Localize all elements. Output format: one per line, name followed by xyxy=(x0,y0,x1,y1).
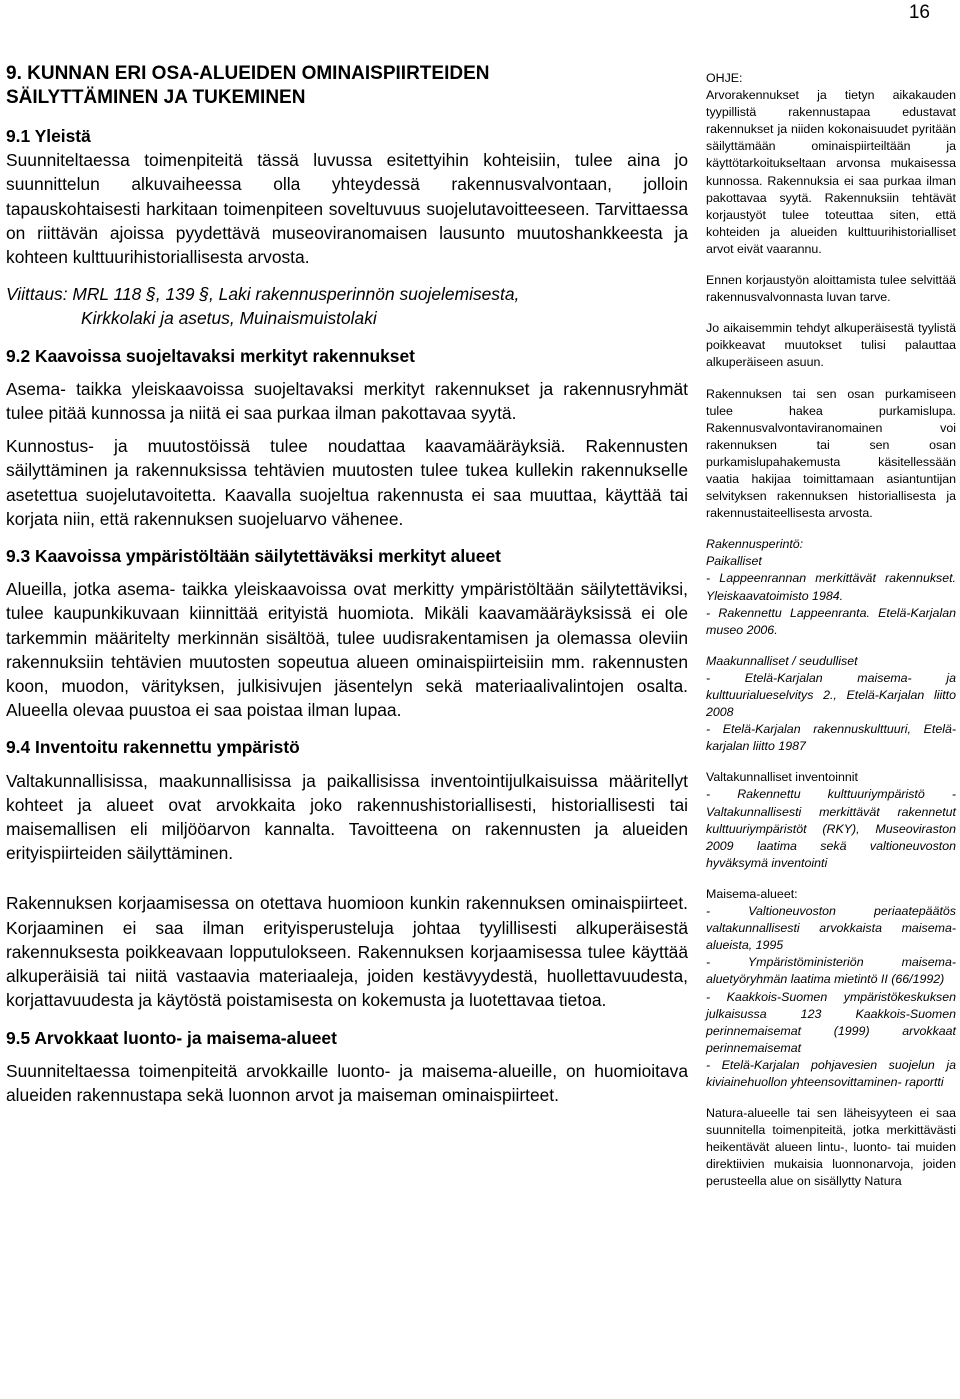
reference-item: - Etelä-Karjalan maisema- ja kulttuurialueselvitys 2., Etelä-Karjalan liitto 2008 xyxy=(706,670,956,720)
paragraph: Kunnostus- ja muutostöissä tulee noudattaa kaavamääräyksiä. Rakennusten säilyttäminen ja rakennuksissa tehtävien muutosten tulee tukea kullekin rakennukselle asetettua suojelutavoitetta. Kaavalla suojeltua rakennusta ei saa muuttaa, käyttää tai korjata niin, että rakennuksen suojeluarvo vähenee. xyxy=(6,436,688,529)
note: Rakennuksen tai sen osan purkamiseen tulee hakea purkamislupa. Rakennusvalvontaviranomainen voi rakennuksen tai sen osan purkamislupahakemusta käsitellessään vaatia hakijaa toimittamaan asiantuntijan selvityksen rakennuksen historiallisesta ja rakennustaiteellisesta arvosta. xyxy=(706,386,956,521)
reference-group-valtakunnalliset xyxy=(706,769,956,872)
section-heading-9-1: 9.1 Yleistä xyxy=(6,126,91,146)
reference-line: Viittaus: MRL 118 §, 139 §, Laki rakennusperinnön suojelemisesta, xyxy=(6,284,520,305)
reference-item: - Kaakkois-Suomen ympäristökeskuksen julkaisussa 123 Kaakkois-Suomen perinnemaisemat (1999) arvokkaat perinnemaisemat xyxy=(706,989,956,1055)
reference-line: Kirkkolaki ja asetus, Muinaismuistolaki xyxy=(81,308,377,329)
note: Jo aikaisemmin tehdyt alkuperäisestä tyylistä poikkeavat muutokset tulisi palauttaa alkuperäiseen asuun. xyxy=(706,321,956,370)
reference-group-title: Rakennusperintö: xyxy=(706,537,804,552)
reference-group-title: Maisema-alueet: xyxy=(706,886,798,901)
paragraph: Valtakunnallisissa, maakunnallisissa ja paikallisissa inventointijulkaisuissa määritellyt kohteet ja alueet ovat arvokkaita joko rakennushistoriallisesti, historiallisesti tai maisemallisen eli miljööarvon kannalta. Tavoitteena on rakennusten ja alueiden erityispiirteiden säilyttäminen. xyxy=(6,770,688,864)
reference-item: - Etelä-Karjalan pohjavesien suojelun ja kiviainehuollon yhteensovittaminen- raportti xyxy=(706,1057,956,1089)
reference-item: - Valtioneuvoston periaatepäätös valtakunnallisesti arvokkaista maisema-alueista, 1995 xyxy=(706,904,956,953)
natura-note: Natura-alueelle tai sen läheisyyteen ei saa suunnitella toimenpiteitä, jotka merkittävästi heikentävät alueen lintu-, luonto- tai muiden direktiivien mukaisia luonnonarvoja, joiden perusteella alue on sisällytty Natura xyxy=(706,1106,956,1189)
paragraph: Asema- taikka yleiskaavoissa suojeltavaksi merkityt rakennukset ja rakennusryhmät tulee pitää kunnossa ja niitä ei saa purkaa ilman pakottavaa syytä. xyxy=(6,378,688,424)
reference-item: - Rakennettu Lappeenranta. Etelä-Karjalan museo 2006. xyxy=(706,605,956,637)
reference-item: - Lappeenrannan merkittävät rakennukset. Yleiskaavatoimisto 1984. xyxy=(706,571,956,603)
paragraph: Alueilla, jotka asema- taikka yleiskaavoissa ovat merkitty ympäristöltään säilytettäviksi, tulee kaupunkikuvaan kiinnittää erityistä huomiota. Mikäli kaavamääräyksissä ei ole tarkemmin määritelty merkinnän sisältöä, tulee uudisrakentamisen ja olemassa oleviin rakennuksiin tehtävien muutosten sopeutua alueen ominaispiirteisiin mm. rakennusten koon, muodon, värityksen, julkisivujen jäsentelyn sekä materiaalivalintojen osalta. Alueella olevaa puustoa ei saa poistaa ilman lupaa. xyxy=(6,579,688,721)
legal-reference xyxy=(6,282,688,330)
section-heading-9-2: 9.2 Kaavoissa suojeltavaksi merkityt rakennukset xyxy=(6,345,415,366)
ohje-text: Arvorakennukset ja tietyn aikakauden tyypillistä rakennustapaa edustavat rakennukset ja niiden kokonaisuudet pyritään säilyttämään ominaispiirteiltään ja käyttötarkoitukseltaan arvonsa mukaisessa kunnossa. Rakennuksia ei saa purkaa ilman pakottavaa syytä. Rakennuksiin tehtävät korjaustyöt tulee toteuttaa siten, että kohteiden ja alueiden kulttuurihistorialliset arvot eivät vaarannu. xyxy=(706,88,956,256)
reference-group-rakennusperinto xyxy=(706,536,956,639)
paragraph: Suunniteltaessa toimenpiteitä arvokkaille luonto- ja maisema-alueille, on huomioitava alueiden rakennustapa sekä luonnon arvot ja maiseman ominaispiirteet. xyxy=(6,1060,688,1105)
ohje-label: OHJE: xyxy=(706,71,743,85)
paragraph: Suunniteltaessa toimenpiteitä tässä luvussa esitettyihin kohteisiin, tulee aina jo suunnittelun alkuvaiheessa olla yhteydessä rakennusvalvontaan, jolloin tapauskohtaisesti harkitaan toimenpiteen soveltuvuus suojelutavoitteeseen. Tarvittaessa on riittävän ajoissa pyydettävä museoviranomaisen lausunto muutoshankkeesta ja kohteen kulttuurihistoriallisesta arvosta. xyxy=(6,150,688,268)
reference-group-title: Maakunnalliset / seudulliset xyxy=(706,653,858,668)
reference-item: - Rakennettu kulttuuriympäristö - Valtakunnallisesti merkittävät rakennetut kulttuuriympäristöt (RKY), Museoviraston 2009 laatima sekä valtioneuvoston hyväksymä inventointi xyxy=(706,787,956,870)
section-heading-9-5: 9.5 Arvokkaat luonto- ja maisema-alueet xyxy=(6,1027,337,1048)
main-column xyxy=(6,62,688,1107)
reference-group-title: Valtakunnalliset inventoinnit xyxy=(706,770,858,785)
chapter-title-line: 9. KUNNAN ERI OSA-ALUEIDEN OMINAISPIIRTEIDEN xyxy=(6,63,490,84)
reference-group-maisema xyxy=(706,886,956,1091)
note: Ennen korjaustyön aloittamista tulee selvittää rakennusvalvonnasta luvan tarve. xyxy=(706,273,956,305)
section-heading-9-4: 9.4 Inventoitu rakennettu ympäristö xyxy=(6,737,300,758)
paragraph: Rakennuksen korjaamisessa on otettava huomioon kunkin rakennuksen ominaispiirteet. Korjaaminen ei saa ilman erityisperusteluja johtaa tyylillisesti alkuperäisestä rakennuksesta poikkeavaan lopputulokseen. Rakennuksen korjaamisessa tulee käyttää alkuperäisiä tai niitä vastaavia materiaaleja, joiden kestävyydestä, huollettavuudesta, korjattavuudesta ja käytöstä poistamisesta on kokemusta ja luotettavaa tietoa. xyxy=(6,893,688,1011)
reference-group-subtitle: Paikalliset xyxy=(706,554,762,569)
sidebar-notes xyxy=(706,70,956,1191)
reference-item: - Ympäristöministeriön maisema-aluetyöryhmän laatima mietintö II (66/1992) xyxy=(706,955,956,987)
chapter-title-line: SÄILYTTÄMINEN JA TUKEMINEN xyxy=(6,87,306,108)
chapter-title xyxy=(6,62,688,110)
page-number: 16 xyxy=(908,2,930,23)
reference-item: - Etelä-Karjalan rakennuskulttuuri, Etelä-karjalan liitto 1987 xyxy=(706,722,956,754)
reference-group-maakunnalliset xyxy=(706,653,956,756)
section-heading-9-3: 9.3 Kaavoissa ympäristöltään säilytettäväksi merkityt alueet xyxy=(6,546,501,567)
